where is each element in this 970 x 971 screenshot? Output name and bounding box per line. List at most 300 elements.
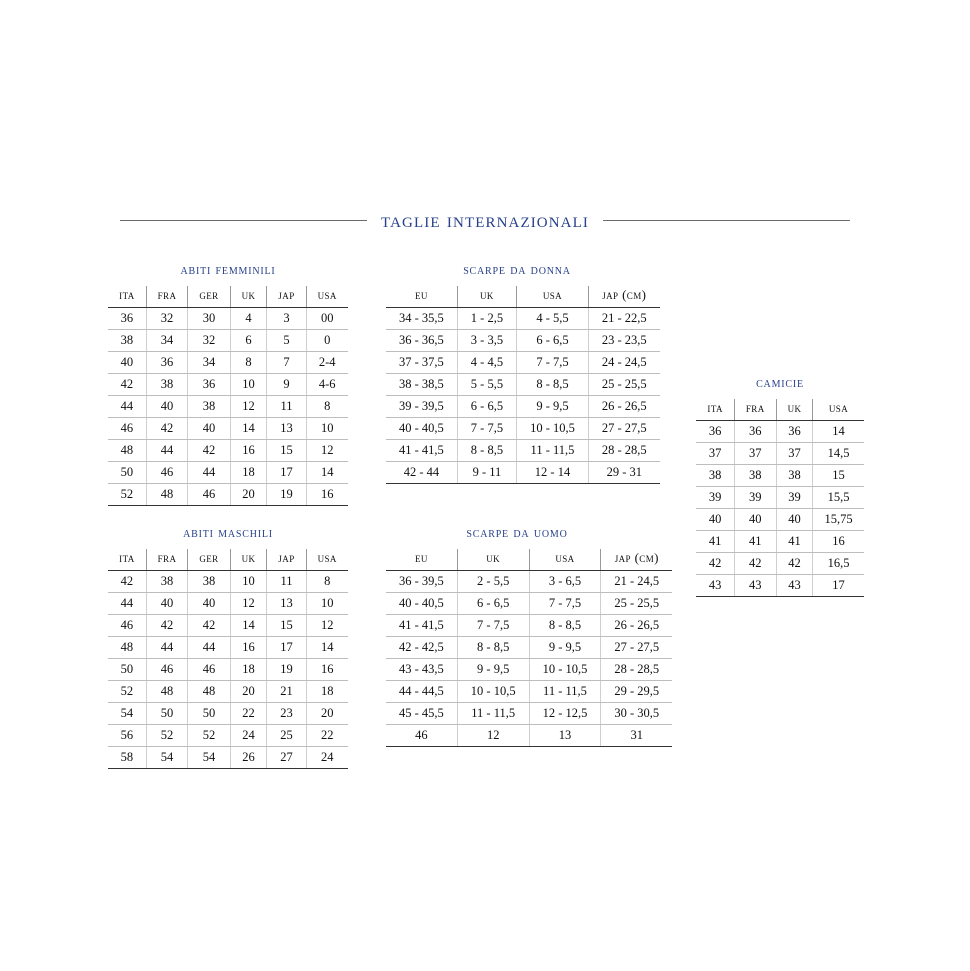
- table-cell: 42: [146, 615, 188, 637]
- table-row: [108, 593, 348, 615]
- table-cell: 44: [108, 396, 146, 418]
- table-cell: 50: [188, 703, 230, 725]
- table-scarpe-da-uomo: [386, 549, 672, 747]
- table-cell: 54: [188, 747, 230, 769]
- column-header: uk: [230, 286, 267, 308]
- table-cell: 42: [776, 553, 813, 575]
- table-cell: 8 - 8,5: [457, 440, 516, 462]
- table-body: [386, 308, 660, 484]
- table-block-scarpe-da-uomo: [386, 525, 660, 747]
- table-cell: 22: [306, 725, 348, 747]
- column-header: eu: [386, 286, 457, 308]
- table-abiti-maschili: [108, 549, 348, 769]
- table-cell: 17: [813, 575, 864, 597]
- table-head: [108, 549, 348, 571]
- table-cell: 12: [230, 396, 267, 418]
- table-cell: 6 - 6,5: [457, 593, 529, 615]
- table-cell: 52: [146, 725, 188, 747]
- table-cell: 16: [306, 484, 348, 506]
- table-cell: 48: [108, 637, 146, 659]
- table-cell: 29 - 31: [588, 462, 659, 484]
- table-row: [696, 443, 863, 465]
- table-cell: 42: [146, 418, 188, 440]
- table-row: [108, 681, 348, 703]
- table-cell: 38: [734, 465, 776, 487]
- table-row: [386, 308, 660, 330]
- column-header: ger: [188, 549, 230, 571]
- table-row: [108, 747, 348, 769]
- column-header: uk: [457, 549, 529, 571]
- table-cell: 18: [230, 462, 267, 484]
- column-header: uk: [230, 549, 267, 571]
- table-row: [108, 462, 348, 484]
- table-cell: 42: [108, 571, 146, 593]
- table-row: [386, 703, 672, 725]
- table-row: [386, 571, 672, 593]
- table-cell: 45 - 45,5: [386, 703, 457, 725]
- table-cell: 40: [108, 352, 146, 374]
- table-cell: 8 - 8,5: [457, 637, 529, 659]
- table-cell: 44 - 44,5: [386, 681, 457, 703]
- table-cell: 36: [146, 352, 188, 374]
- table-head: [386, 549, 672, 571]
- table-cell: 0: [306, 330, 348, 352]
- table-cell: 2 - 5,5: [457, 571, 529, 593]
- table-cell: 42: [696, 553, 734, 575]
- table-cell: 16: [813, 531, 864, 553]
- column-header: jap (cm): [588, 286, 659, 308]
- table-cell: 25 - 25,5: [588, 374, 659, 396]
- column-header: fra: [734, 399, 776, 421]
- column-header: usa: [306, 286, 348, 308]
- table-cell: 29 - 29,5: [601, 681, 672, 703]
- table-cell: 28 - 28,5: [588, 440, 659, 462]
- title-rule-right: [603, 220, 850, 221]
- table-cell: 3: [267, 308, 306, 330]
- table-cell: 32: [146, 308, 188, 330]
- table-cell: 12 - 12,5: [529, 703, 601, 725]
- column-header: uk: [457, 286, 516, 308]
- column-header: fra: [146, 549, 188, 571]
- table-cell: 4: [230, 308, 267, 330]
- table-cell: 9 - 9,5: [457, 659, 529, 681]
- table-cell: 46: [108, 615, 146, 637]
- table-cell: 48: [146, 484, 188, 506]
- table-header-row: [386, 286, 660, 308]
- table-cell: 38: [108, 330, 146, 352]
- table-cell: 40: [776, 509, 813, 531]
- table-cell: 7: [267, 352, 306, 374]
- table-cell: 25 - 25,5: [601, 593, 672, 615]
- table-cell: 26: [230, 747, 267, 769]
- table-cell: 43: [696, 575, 734, 597]
- table-cell: 40: [188, 418, 230, 440]
- table-cell: 18: [230, 659, 267, 681]
- column-header: usa: [517, 286, 589, 308]
- table-cell: 26 - 26,5: [601, 615, 672, 637]
- table-row: [386, 681, 672, 703]
- table-cell: 56: [108, 725, 146, 747]
- column-header: uk: [776, 399, 813, 421]
- table-cell: 22: [230, 703, 267, 725]
- table-cell: 31: [601, 725, 672, 747]
- table-row: [696, 575, 863, 597]
- table-cell: 14: [813, 421, 864, 443]
- table-cell: 37: [696, 443, 734, 465]
- title-rule-left: [120, 220, 367, 221]
- table-abiti-femminili: [108, 286, 348, 506]
- table-cell: 37 - 37,5: [386, 352, 457, 374]
- table-row: [386, 418, 660, 440]
- table-row: [386, 330, 660, 352]
- table-cell: 42: [108, 374, 146, 396]
- table-cell: 26 - 26,5: [588, 396, 659, 418]
- table-cell: 36: [734, 421, 776, 443]
- table-cell: 6 - 6,5: [517, 330, 589, 352]
- table-header-row: [108, 286, 348, 308]
- table-row: [108, 725, 348, 747]
- table-block-abiti-femminili: [108, 262, 348, 506]
- table-cell: 36 - 36,5: [386, 330, 457, 352]
- table-cell: 15: [813, 465, 864, 487]
- table-cell: 13: [529, 725, 601, 747]
- table-cell: 7 - 7,5: [529, 593, 601, 615]
- table-row: [696, 421, 863, 443]
- table-title-abiti-femminili: abiti femminili: [180, 262, 276, 278]
- table-cell: 38: [188, 571, 230, 593]
- table-row: [386, 462, 660, 484]
- table-cell: 12: [306, 440, 348, 462]
- table-body: [108, 571, 348, 769]
- table-cell: 36: [188, 374, 230, 396]
- column-header: jap: [267, 549, 306, 571]
- table-cell: 42: [188, 440, 230, 462]
- table-cell: 23: [267, 703, 306, 725]
- table-cell: 43: [734, 575, 776, 597]
- table-title-scarpe-da-donna: scarpe da donna: [463, 262, 571, 278]
- table-cell: 16,5: [813, 553, 864, 575]
- table-row: [108, 637, 348, 659]
- table-row: [108, 615, 348, 637]
- table-cell: 36 - 39,5: [386, 571, 457, 593]
- table-cell: 39: [696, 487, 734, 509]
- table-row: [108, 352, 348, 374]
- table-row: [386, 659, 672, 681]
- table-row: [696, 487, 863, 509]
- table-cell: 38: [696, 465, 734, 487]
- column-header: ita: [108, 286, 146, 308]
- table-cell: 21: [267, 681, 306, 703]
- table-row: [108, 571, 348, 593]
- table-cell: 10: [306, 593, 348, 615]
- table-cell: 38: [146, 374, 188, 396]
- table-cell: 46: [146, 462, 188, 484]
- table-cell: 8: [306, 396, 348, 418]
- table-cell: 15: [267, 440, 306, 462]
- table-row: [696, 465, 863, 487]
- table-header-row: [696, 399, 863, 421]
- table-cell: 58: [108, 747, 146, 769]
- table-row: [108, 330, 348, 352]
- table-cell: 41 - 41,5: [386, 615, 457, 637]
- table-cell: 13: [267, 593, 306, 615]
- table-cell: 19: [267, 659, 306, 681]
- table-cell: 1 - 2,5: [457, 308, 516, 330]
- table-cell: 8: [306, 571, 348, 593]
- page-title: taglie internazionali: [381, 208, 589, 232]
- table-cell: 10 - 10,5: [529, 659, 601, 681]
- column-header: ita: [696, 399, 734, 421]
- table-row: [108, 659, 348, 681]
- table-cell: 40 - 40,5: [386, 593, 457, 615]
- table-cell: 7 - 7,5: [517, 352, 589, 374]
- column-header: jap (cm): [601, 549, 672, 571]
- table-cell: 3 - 3,5: [457, 330, 516, 352]
- table-cell: 14: [306, 462, 348, 484]
- table-cell: 40: [146, 396, 188, 418]
- table-cell: 17: [267, 637, 306, 659]
- table-cell: 9 - 11: [457, 462, 516, 484]
- table-row: [386, 396, 660, 418]
- table-cell: 11 - 11,5: [529, 681, 601, 703]
- table-cell: 11: [267, 396, 306, 418]
- table-cell: 12 - 14: [517, 462, 589, 484]
- document-title-row: [120, 208, 850, 233]
- table-cell: 9 - 9,5: [529, 637, 601, 659]
- table-cell: 42: [734, 553, 776, 575]
- table-row: [108, 418, 348, 440]
- table-cell: 40: [188, 593, 230, 615]
- table-cell: 50: [108, 462, 146, 484]
- table-cell: 5: [267, 330, 306, 352]
- column-header: usa: [813, 399, 864, 421]
- table-cell: 40: [146, 593, 188, 615]
- table-header-row: [108, 549, 348, 571]
- table-cell: 37: [776, 443, 813, 465]
- table-row: [696, 509, 863, 531]
- table-cell: 12: [306, 615, 348, 637]
- table-cell: 46: [188, 659, 230, 681]
- table-cell: 52: [188, 725, 230, 747]
- table-cell: 44: [188, 637, 230, 659]
- table-cell: 12: [457, 725, 529, 747]
- table-cell: 27: [267, 747, 306, 769]
- table-cell: 46: [188, 484, 230, 506]
- column-header: fra: [146, 286, 188, 308]
- table-header-row: [386, 549, 672, 571]
- table-cell: 52: [108, 484, 146, 506]
- table-cell: 16: [306, 659, 348, 681]
- table-cell: 40 - 40,5: [386, 418, 457, 440]
- table-cell: 24 - 24,5: [588, 352, 659, 374]
- table-cell: 4 - 5,5: [517, 308, 589, 330]
- table-cell: 14: [230, 418, 267, 440]
- table-cell: 48: [146, 681, 188, 703]
- table-block-camicie: [694, 375, 866, 597]
- table-cell: 36: [776, 421, 813, 443]
- table-head: [386, 286, 660, 308]
- table-row: [696, 553, 863, 575]
- table-cell: 44: [146, 440, 188, 462]
- table-cell: 43: [776, 575, 813, 597]
- table-cell: 34: [146, 330, 188, 352]
- table-cell: 21 - 24,5: [601, 571, 672, 593]
- table-cell: 9: [267, 374, 306, 396]
- table-cell: 42 - 42,5: [386, 637, 457, 659]
- table-cell: 39: [734, 487, 776, 509]
- table-cell: 41 - 41,5: [386, 440, 457, 462]
- table-cell: 5 - 5,5: [457, 374, 516, 396]
- table-cell: 14: [230, 615, 267, 637]
- table-row: [386, 637, 672, 659]
- table-cell: 20: [230, 484, 267, 506]
- table-cell: 7 - 7,5: [457, 418, 516, 440]
- table-cell: 4-6: [306, 374, 348, 396]
- table-cell: 24: [306, 747, 348, 769]
- table-cell: 14: [306, 637, 348, 659]
- table-cell: 15,75: [813, 509, 864, 531]
- table-cell: 42 - 44: [386, 462, 457, 484]
- table-row: [108, 703, 348, 725]
- table-cell: 4 - 4,5: [457, 352, 516, 374]
- table-cell: 8 - 8,5: [529, 615, 601, 637]
- table-cell: 20: [230, 681, 267, 703]
- table-cell: 37: [734, 443, 776, 465]
- table-cell: 54: [146, 747, 188, 769]
- table-cell: 13: [267, 418, 306, 440]
- table-cell: 10: [230, 374, 267, 396]
- table-row: [696, 531, 863, 553]
- table-cell: 6 - 6,5: [457, 396, 516, 418]
- table-cell: 50: [108, 659, 146, 681]
- table-cell: 44: [108, 593, 146, 615]
- table-cell: 40: [696, 509, 734, 531]
- table-camicie: [696, 399, 863, 597]
- column-header: ita: [108, 549, 146, 571]
- table-cell: 18: [306, 681, 348, 703]
- table-cell: 41: [734, 531, 776, 553]
- table-cell: 39: [776, 487, 813, 509]
- table-cell: 38: [776, 465, 813, 487]
- column-header: usa: [306, 549, 348, 571]
- table-cell: 54: [108, 703, 146, 725]
- table-head: [108, 286, 348, 308]
- table-row: [386, 352, 660, 374]
- table-cell: 36: [108, 308, 146, 330]
- table-scarpe-da-donna: [386, 286, 660, 484]
- column-header: eu: [386, 549, 457, 571]
- table-cell: 24: [230, 725, 267, 747]
- table-cell: 46: [146, 659, 188, 681]
- table-cell: 50: [146, 703, 188, 725]
- table-cell: 16: [230, 637, 267, 659]
- table-cell: 41: [696, 531, 734, 553]
- column-header: jap: [267, 286, 306, 308]
- table-cell: 11: [267, 571, 306, 593]
- table-cell: 48: [188, 681, 230, 703]
- table-cell: 8: [230, 352, 267, 374]
- table-cell: 36: [696, 421, 734, 443]
- table-cell: 32: [188, 330, 230, 352]
- table-cell: 16: [230, 440, 267, 462]
- table-body: [696, 421, 863, 597]
- table-cell: 3 - 6,5: [529, 571, 601, 593]
- table-cell: 10 - 10,5: [517, 418, 589, 440]
- table-cell: 28 - 28,5: [601, 659, 672, 681]
- table-cell: 11 - 11,5: [517, 440, 589, 462]
- table-cell: 6: [230, 330, 267, 352]
- table-head: [696, 399, 863, 421]
- table-cell: 10: [230, 571, 267, 593]
- table-body: [108, 308, 348, 506]
- table-cell: 27 - 27,5: [601, 637, 672, 659]
- table-cell: 14,5: [813, 443, 864, 465]
- table-title-camicie: camicie: [756, 375, 804, 391]
- table-row: [386, 593, 672, 615]
- table-cell: 8 - 8,5: [517, 374, 589, 396]
- table-cell: 21 - 22,5: [588, 308, 659, 330]
- table-row: [386, 725, 672, 747]
- table-cell: 52: [108, 681, 146, 703]
- table-cell: 17: [267, 462, 306, 484]
- table-cell: 23 - 23,5: [588, 330, 659, 352]
- table-cell: 44: [146, 637, 188, 659]
- table-cell: 44: [188, 462, 230, 484]
- table-cell: 34: [188, 352, 230, 374]
- table-cell: 48: [108, 440, 146, 462]
- table-cell: 46: [386, 725, 457, 747]
- table-cell: 15,5: [813, 487, 864, 509]
- table-row: [108, 440, 348, 462]
- table-row: [108, 308, 348, 330]
- table-cell: 38: [146, 571, 188, 593]
- table-title-scarpe-da-uomo: scarpe da uomo: [466, 525, 568, 541]
- table-cell: 40: [734, 509, 776, 531]
- column-header: usa: [529, 549, 601, 571]
- table-cell: 46: [108, 418, 146, 440]
- table-cell: 10 - 10,5: [457, 681, 529, 703]
- table-cell: 27 - 27,5: [588, 418, 659, 440]
- table-body: [386, 571, 672, 747]
- table-cell: 41: [776, 531, 813, 553]
- table-row: [108, 374, 348, 396]
- table-title-abiti-maschili: abiti maschili: [183, 525, 273, 541]
- table-cell: 19: [267, 484, 306, 506]
- table-cell: 10: [306, 418, 348, 440]
- table-cell: 2-4: [306, 352, 348, 374]
- table-block-abiti-maschili: [108, 525, 348, 769]
- table-row: [386, 374, 660, 396]
- table-cell: 42: [188, 615, 230, 637]
- table-cell: 00: [306, 308, 348, 330]
- table-row: [108, 484, 348, 506]
- table-cell: 30 - 30,5: [601, 703, 672, 725]
- table-row: [108, 396, 348, 418]
- table-cell: 34 - 35,5: [386, 308, 457, 330]
- column-header: ger: [188, 286, 230, 308]
- table-row: [386, 440, 660, 462]
- table-cell: 38: [188, 396, 230, 418]
- table-cell: 12: [230, 593, 267, 615]
- table-cell: 15: [267, 615, 306, 637]
- table-cell: 7 - 7,5: [457, 615, 529, 637]
- table-cell: 25: [267, 725, 306, 747]
- table-cell: 11 - 11,5: [457, 703, 529, 725]
- table-cell: 43 - 43,5: [386, 659, 457, 681]
- table-block-scarpe-da-donna: [386, 262, 648, 484]
- table-cell: 9 - 9,5: [517, 396, 589, 418]
- table-cell: 20: [306, 703, 348, 725]
